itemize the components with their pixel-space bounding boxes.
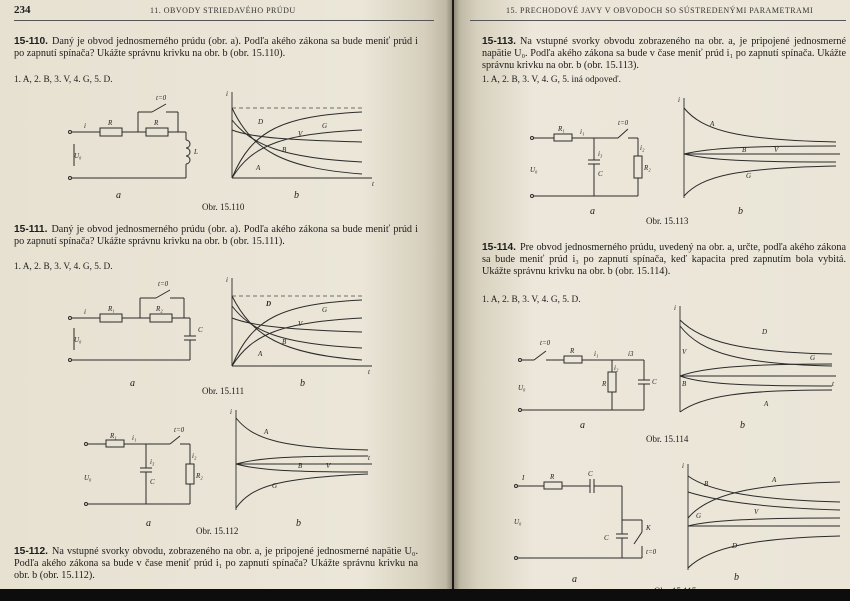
svg-text:R: R — [108, 119, 113, 127]
circuit-diagram — [510, 470, 660, 570]
figure-label-a: a — [130, 378, 135, 389]
svg-text:t=0: t=0 — [156, 94, 167, 102]
svg-text:B: B — [282, 146, 287, 154]
svg-text:U₀: U₀ — [518, 384, 526, 392]
circuit-diagram — [60, 280, 220, 372]
svg-text:t: t — [372, 180, 374, 188]
svg-text:i₃: i₃ — [150, 458, 155, 466]
svg-text:C: C — [150, 478, 155, 486]
figure-label-b: b — [300, 378, 305, 389]
svg-text:i: i — [226, 90, 228, 98]
circuit-diagram — [60, 92, 220, 190]
problem-15-111 — [14, 224, 418, 248]
problem-number: 15-112. — [14, 546, 48, 557]
header-rule — [14, 20, 434, 21]
svg-text:V: V — [682, 348, 687, 356]
header-rule — [470, 20, 846, 21]
problem-number: 15-111. — [14, 224, 48, 235]
svg-text:V: V — [326, 462, 331, 470]
svg-text:D: D — [258, 118, 264, 126]
svg-text:i: i — [84, 308, 86, 316]
svg-text:A: A — [772, 476, 777, 484]
answer-options: 1. A, 2. B, 3. V, 4. G, 5. D. — [14, 75, 113, 85]
svg-text:U₀: U₀ — [74, 336, 82, 344]
svg-text:t=0: t=0 — [618, 119, 629, 127]
svg-text:G: G — [810, 354, 816, 362]
svg-text:i₂: i₂ — [640, 144, 645, 152]
bottom-edge — [0, 589, 850, 601]
figure-caption: Obr. 15.110 — [202, 202, 245, 212]
svg-text:i: i — [226, 276, 228, 284]
svg-text:D: D — [732, 542, 738, 550]
svg-text:i₁: i₁ — [580, 128, 585, 136]
problem-number: 15-113. — [482, 36, 516, 47]
problem-number: 15-110. — [14, 36, 48, 47]
svg-text:K: K — [646, 524, 651, 532]
svg-text:i: i — [84, 122, 86, 130]
figure-label-a: a — [572, 574, 577, 585]
svg-text:V: V — [298, 320, 303, 328]
running-head: 15. PRECHODOVÉ JAVY V OBVODOCH SO SÚSTREDENÝMI PARAMETRAMI — [506, 6, 814, 15]
right-page — [454, 0, 850, 589]
book-gutter — [446, 0, 460, 589]
svg-text:t=0: t=0 — [540, 339, 551, 347]
svg-text:G: G — [322, 122, 328, 130]
svg-text:t: t — [832, 380, 834, 388]
current-curves-graph — [222, 276, 382, 376]
svg-text:R₁: R₁ — [108, 305, 115, 313]
svg-text:U₀: U₀ — [74, 152, 82, 160]
current-curves-graph — [676, 96, 846, 200]
current-curves-graph — [222, 90, 382, 190]
svg-text:V: V — [754, 508, 759, 516]
svg-text:G: G — [746, 172, 752, 180]
circuit-diagram — [514, 336, 664, 418]
svg-text:B: B — [704, 480, 709, 488]
svg-text:G: G — [272, 482, 278, 490]
svg-text:i₂: i₂ — [192, 452, 197, 460]
figure-label-a: a — [580, 420, 585, 431]
svg-text:R: R — [570, 347, 575, 355]
figure-caption: Obr. 15.114 — [646, 434, 689, 444]
svg-text:C: C — [604, 534, 609, 542]
problem-15-112 — [14, 546, 418, 582]
svg-text:V: V — [774, 146, 779, 154]
svg-text:i3: i3 — [628, 350, 634, 358]
svg-text:R₂: R₂ — [644, 164, 651, 172]
figure-label-b: b — [738, 206, 743, 217]
svg-text:i₃: i₃ — [598, 150, 603, 158]
figure-caption: Obr. 15.113 — [646, 216, 689, 226]
svg-text:U₀: U₀ — [84, 474, 92, 482]
problem-15-113 — [482, 36, 846, 72]
svg-text:R₂: R₂ — [196, 472, 203, 480]
figure-caption: Obr. 15.112 — [196, 526, 239, 536]
problem-text: Daný je obvod jednosmerného prúdu (obr. a). Podľa akého zákona sa bude meniť prúd i po zapnutí spínača? Ukážte správnu krivku na obr. b (obr. 15.111). — [14, 224, 418, 247]
page-number: 234 — [14, 4, 31, 16]
svg-text:L: L — [194, 148, 198, 156]
svg-text:B: B — [682, 380, 687, 388]
svg-text:G: G — [322, 306, 328, 314]
svg-text:C: C — [598, 170, 603, 178]
figure-label-b: b — [734, 572, 739, 583]
svg-text:B: B — [742, 146, 747, 154]
svg-text:i: i — [682, 462, 684, 470]
svg-text:t: t — [368, 368, 370, 376]
svg-text:i₂: i₂ — [614, 364, 619, 372]
problem-text: Daný je obvod jednosmerného prúdu (obr. a). Podľa akého zákona sa bude meniť prúd i po zapnutí spínača? Ukážte správnu krivku na obr. b (obr. 15.110). — [14, 36, 418, 59]
current-curves-graph — [672, 304, 844, 414]
svg-text:t=0: t=0 — [158, 280, 169, 288]
problem-15-110 — [14, 36, 418, 60]
figure-label-a: a — [146, 518, 151, 529]
figure-label-b: b — [740, 420, 745, 431]
svg-text:R₁: R₁ — [110, 432, 117, 440]
figure-label-a: a — [590, 206, 595, 217]
svg-text:t=0: t=0 — [174, 426, 185, 434]
figure-label-b: b — [296, 518, 301, 529]
circuit-diagram — [80, 428, 210, 514]
svg-text:A: A — [258, 350, 263, 358]
problem-text: Na vstupné svorky obvodu, zobrazeného na obr. a, je pripojené jednosmerné napätie U₀. Podľa akého zákona sa bude v čase meniť prúd i₁ po zapnutí spínača? Ukážte správnu krivku na obr. b (obr. 15.112). — [14, 546, 418, 581]
svg-text:R₂: R₂ — [156, 305, 163, 313]
problem-number: 15-114. — [482, 242, 516, 253]
svg-text:A: A — [256, 164, 261, 172]
svg-text:i₁: i₁ — [594, 350, 599, 358]
svg-text:t=0: t=0 — [646, 548, 657, 556]
running-head: 11. OBVODY STRIEDAVÉHO PRÚDU — [150, 6, 296, 15]
answer-options: 1. A, 2. B, 3. V, 4. G, 5. D. — [14, 262, 113, 272]
figure-label-b: b — [294, 190, 299, 201]
svg-text:B: B — [282, 338, 287, 346]
current-curves-graph — [680, 462, 848, 572]
problem-15-114 — [482, 242, 846, 278]
svg-text:G: G — [696, 512, 702, 520]
svg-text:C: C — [588, 470, 593, 478]
svg-text:i: i — [674, 304, 676, 312]
svg-text:R: R — [550, 473, 555, 481]
svg-text:U₀: U₀ — [514, 518, 522, 526]
svg-text:A: A — [764, 400, 769, 408]
circuit-diagram — [526, 118, 666, 210]
svg-text:V: V — [298, 130, 303, 138]
svg-text:C: C — [198, 326, 203, 334]
svg-text:R₁: R₁ — [558, 125, 565, 133]
svg-text:i: i — [230, 408, 232, 416]
svg-text:R: R — [602, 380, 607, 388]
svg-text:C: C — [652, 378, 657, 386]
svg-text:B: B — [298, 462, 303, 470]
svg-text:U₀: U₀ — [530, 166, 538, 174]
svg-text:i₁: i₁ — [132, 434, 137, 442]
problem-text: Na vstupné svorky obvodu zobrazeného na obr. a, je pripojené jednosmerné napätie U₀. Podľa akého zákona sa bude v čase meniť prúd i₁ po zapnutí spínača. Ukážte správnu krivku na obr. b (obr. 15.113). — [482, 36, 846, 71]
answer-options: 1. A, 2. B, 3. V, 4. G, 5. D. — [482, 295, 581, 305]
svg-text:D: D — [762, 328, 768, 336]
svg-text:R: R — [154, 119, 159, 127]
svg-text:D: D — [266, 300, 272, 308]
answer-options: 1. A, 2. B, 3. V, 4. G, 5. iná odpoveď. — [482, 75, 621, 85]
figure-caption: Obr. 15.111 — [202, 386, 245, 396]
figure-label-a: a — [116, 190, 121, 201]
problem-text: Pre obvod jednosmerného prúdu, uvedený na obr. a, určte, podľa akého zákona sa bude meniť prúd i₃ po zapnutí spínača, keď kapacita pred zapnutím bola vybitá. Ukážte správnu krivku na obr. b (obr. 15.114). — [482, 242, 846, 277]
svg-text:A: A — [264, 428, 269, 436]
svg-text:t: t — [368, 454, 370, 462]
svg-text:A: A — [710, 120, 715, 128]
current-curves-graph — [228, 408, 378, 512]
svg-text:i: i — [678, 96, 680, 104]
svg-text:I: I — [522, 474, 525, 482]
